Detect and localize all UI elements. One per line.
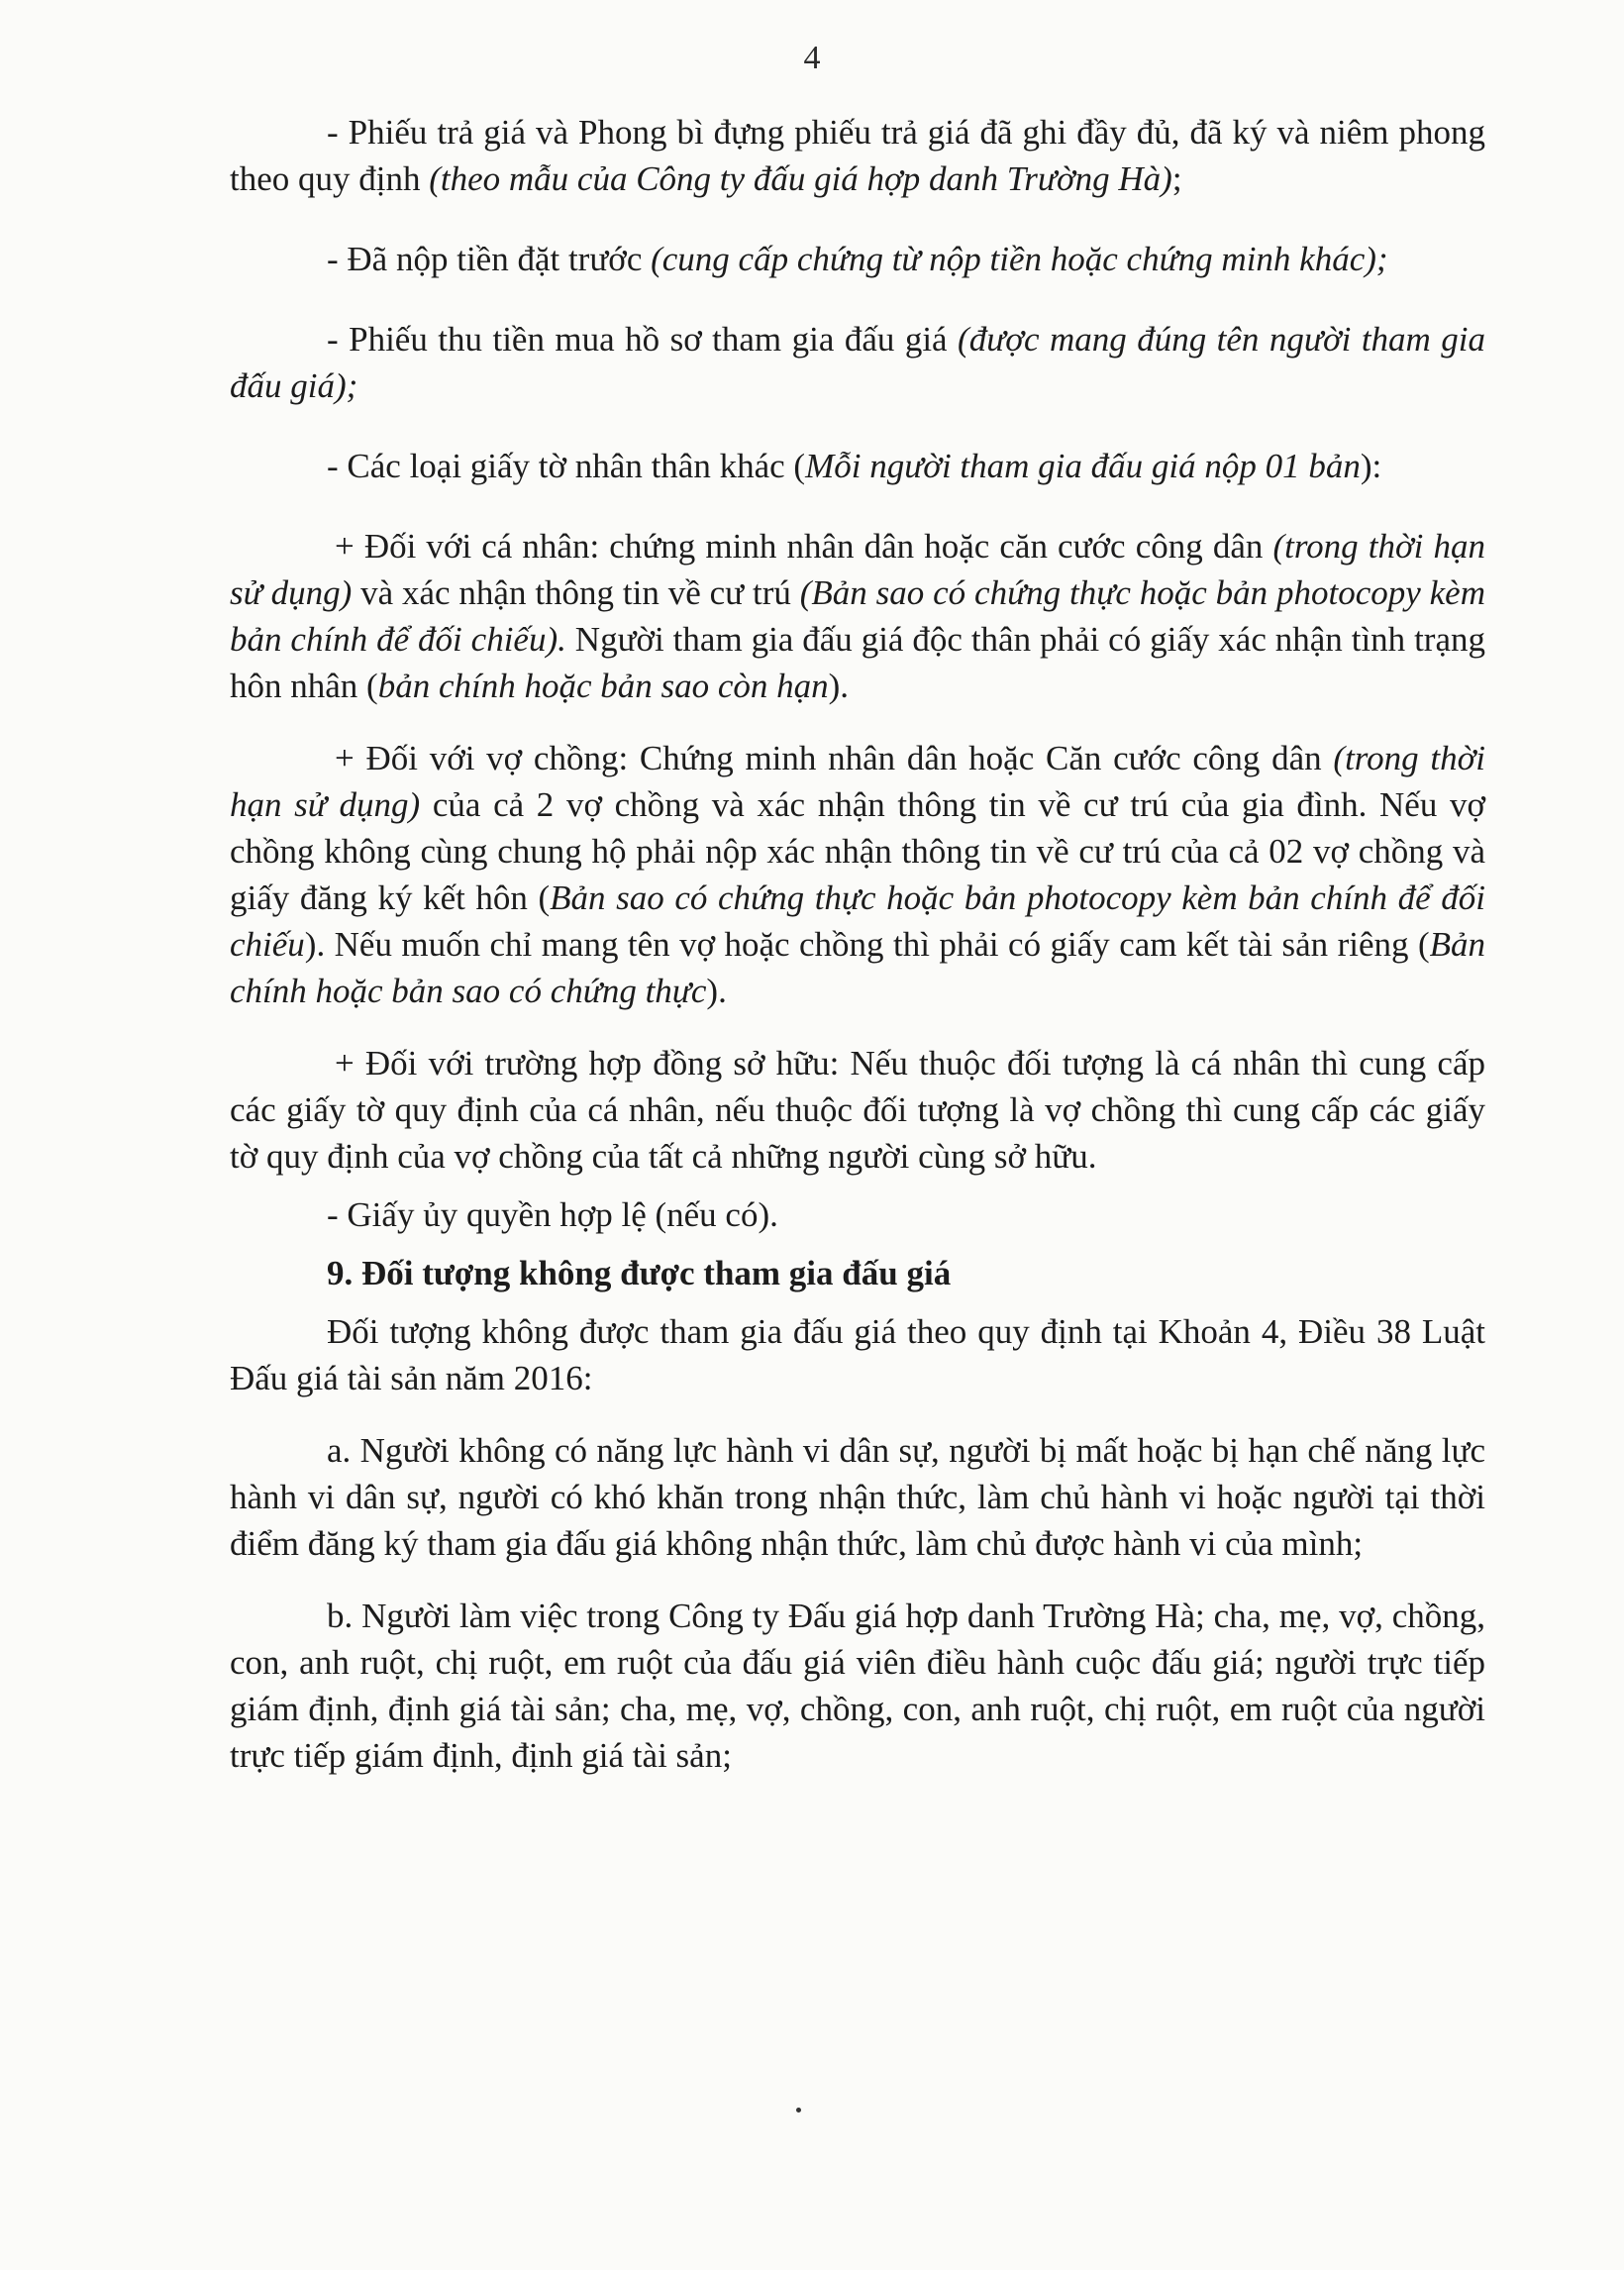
requirement-authorization: - Giấy ủy quyền hợp lệ (nếu có). xyxy=(327,1195,778,1234)
document-body xyxy=(230,109,1485,1779)
section-9-intro: Đối tượng không được tham gia đấu giá theo quy định tại Khoản 4, Điều 38 Luật Đấu giá tài sản năm 2016: xyxy=(230,1312,1485,1397)
requirement-personal-papers: - Các loại giấy tờ nhân thân khác (Mỗi người tham gia đấu giá nộp 01 bản): xyxy=(327,447,1382,485)
section-9-item-a: a. Người không có năng lực hành vi dân sự, người bị mất hoặc bị hạn chế năng lực hành vi dân sự, người có khó khăn trong nhận thức, làm chủ hành vi hoặc người tại thời điểm đăng ký tham gia đấu giá không nhận thức, làm chủ được hành vi của mình; xyxy=(230,1431,1485,1563)
papers-married-couple: + Đối với vợ chồng: Chứng minh nhân dân hoặc Căn cước công dân (trong thời hạn sử dụng) của cả 2 vợ chồng và xác nhận thông tin về cư trú của gia đình. Nếu vợ chồng không cùng chung hộ phải nộp xác nhận thông tin về cư trú của cả 02 vợ chồng và giấy đăng ký kết hôn (Bản sao có chứng thực hoặc bản photocopy kèm bản chính để đối chiếu). Nếu muốn chỉ mang tên vợ hoặc chồng thì phải có giấy cam kết tài sản riêng (Bản chính hoặc bản sao có chứng thực). xyxy=(230,739,1485,1010)
requirement-deposit: - Đã nộp tiền đặt trước (cung cấp chứng từ nộp tiền hoặc chứng minh khác); xyxy=(327,240,1388,278)
requirement-bid-slip: - Phiếu trả giá và Phong bì đựng phiếu trả giá đã ghi đầy đủ, đã ký và niêm phong theo quy định (theo mẫu của Công ty đấu giá hợp danh Trường Hà); xyxy=(230,113,1485,198)
section-9-item-b: b. Người làm việc trong Công ty Đấu giá hợp danh Trường Hà; cha, mẹ, vợ, chồng, con, anh ruột, chị ruột, em ruột của đấu giá viên điều hành cuộc đấu giá; người trực tiếp giám định, định giá tài sản; cha, mẹ, vợ, chồng, con, anh ruột, chị ruột, em ruột của người trực tiếp giám định, định giá tài sản; xyxy=(230,1597,1485,1775)
scan-speck xyxy=(796,2108,801,2113)
page-number: 4 xyxy=(803,40,821,76)
papers-individual: + Đối với cá nhân: chứng minh nhân dân hoặc căn cước công dân (trong thời hạn sử dụng) và xác nhận thông tin về cư trú (Bản sao có chứng thực hoặc bản photocopy kèm bản chính để đối chiếu). Người tham gia đấu giá độc thân phải có giấy xác nhận tình trạng hôn nhân (bản chính hoặc bản sao còn hạn). xyxy=(230,527,1485,705)
requirement-receipt: - Phiếu thu tiền mua hồ sơ tham gia đấu giá (được mang đúng tên người tham gia đấu giá); xyxy=(230,320,1485,405)
papers-co-ownership: + Đối với trường hợp đồng sở hữu: Nếu thuộc đối tượng là cá nhân thì cung cấp các giấy tờ quy định của cá nhân, nếu thuộc đối tượng là vợ chồng thì cung cấp các giấy tờ quy định của vợ chồng của tất cả những người cùng sở hữu. xyxy=(230,1044,1485,1176)
section-9-heading: 9. Đối tượng không được tham gia đấu giá xyxy=(327,1254,952,1292)
